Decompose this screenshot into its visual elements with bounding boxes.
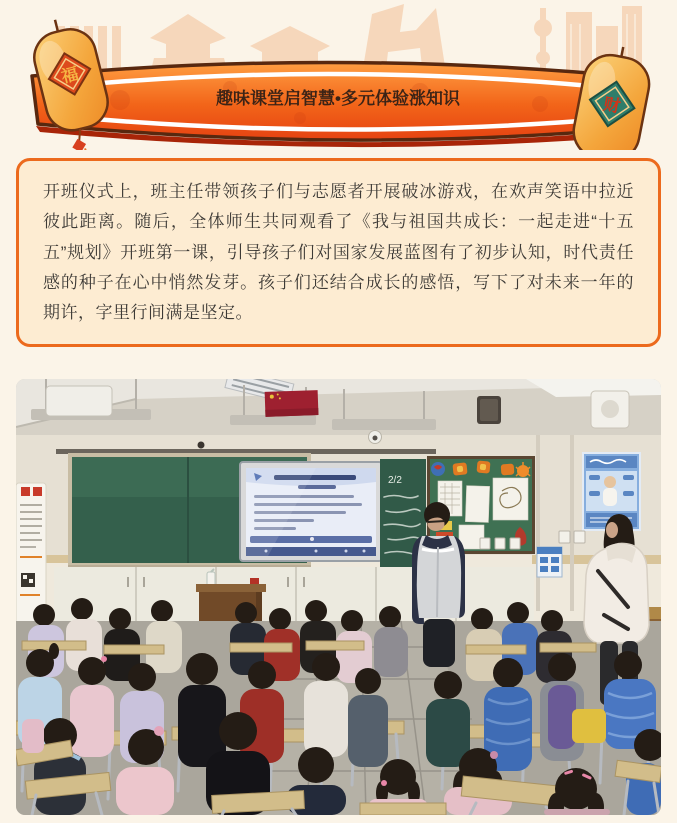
article-card (16, 158, 661, 347)
chalk-date: 2/2 (388, 475, 402, 487)
right-lantern-character: 财 (601, 94, 623, 117)
festive-header-banner (0, 0, 677, 150)
header-title: 趣味课堂启智慧•多元体验涨知识 (216, 89, 460, 108)
article-paragraph: 开班仪式上，班主任带领孩子们与志愿者开展破冰游戏，在欢声笑语中拉近彼此距离。随后，全体师生共同观看了《我与祖国共成长：一起走进“十五五”规划》开班第一课，引导孩子们对国家发展蓝图有了初步认知，时代责任感的种子在心中悄然发芽。孩子们还结合成长的感悟，写下了对未来一年的期许，字里行间满是坚定。 (43, 182, 634, 322)
wall-speaker (477, 396, 501, 424)
classroom-photo (16, 379, 661, 815)
classroom-photo-canvas (16, 379, 661, 815)
handwash-poster (537, 547, 562, 577)
white-wall-box (591, 391, 629, 428)
security-camera (369, 431, 382, 444)
title-scroll-banner (32, 62, 645, 147)
national-flag (265, 390, 319, 417)
left-lantern-character: 福 (59, 64, 81, 87)
small-camera (198, 442, 205, 449)
smartboard-screen (240, 462, 382, 561)
air-conditioner (46, 386, 112, 416)
